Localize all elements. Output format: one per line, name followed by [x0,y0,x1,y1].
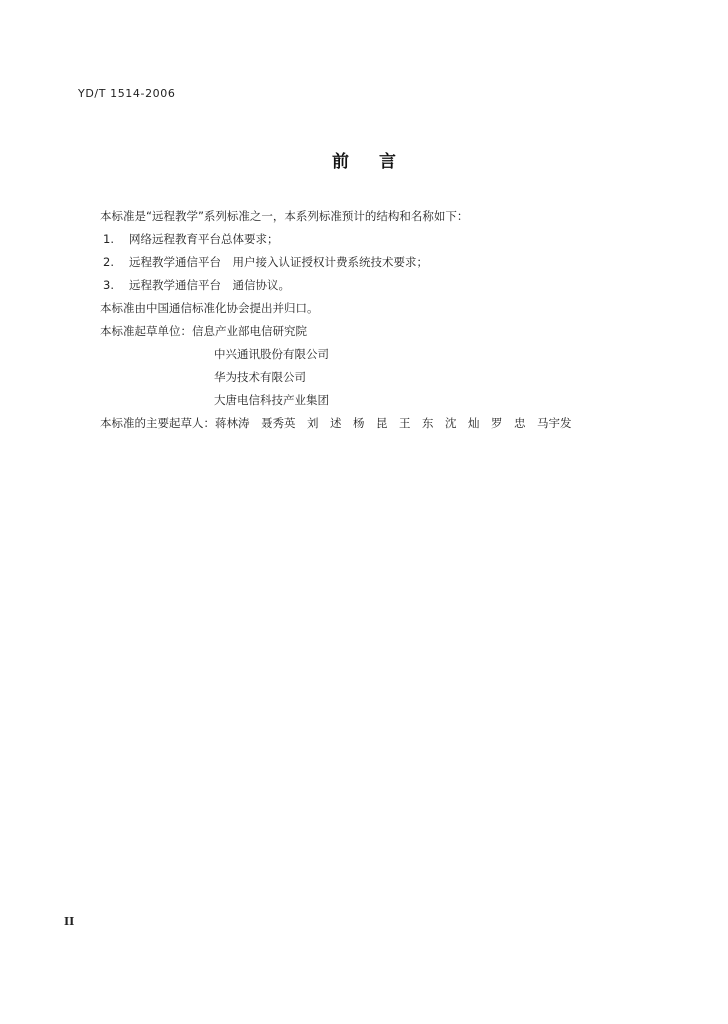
page-title [0,147,728,172]
list-number: 3. [103,278,114,292]
drafting-units-paragraph: 本标准起草单位：信息产业部电信研究院 [100,324,307,338]
list-number: 1. [103,232,114,246]
drafting-unit: 大唐电信科技产业集团 [214,393,329,407]
list-number: 2. [103,255,114,269]
page-number: II [64,915,75,928]
title-char-left: 前 [332,152,349,172]
intro-paragraph: 本标准是“远程教学”系列标准之一，本系列标准预计的结构和名称如下： [100,209,469,223]
proposer-paragraph: 本标准由中国通信标准化协会提出并归口。 [100,301,319,315]
body-text [100,205,660,435]
list-item [100,251,660,274]
document-code: YD/T 1514-2006 [78,87,176,100]
drafters-paragraph: 本标准的主要起草人：蒋林涛 聂秀英 刘 述 杨 昆 王 东 沈 灿 罗 忠 马宇发 [100,416,572,430]
list-text: 远程教学通信平台 用户接入认证授权计费系统技术要求； [129,255,428,269]
list-text: 远程教学通信平台 通信协议。 [129,278,290,292]
list-item [100,228,660,251]
list-text: 网络远程教育平台总体要求； [129,232,279,246]
drafting-unit: 华为技术有限公司 [214,370,306,384]
list-item [100,274,660,297]
title-char-right: 言 [379,152,396,172]
drafting-unit: 中兴通讯股份有限公司 [214,347,329,361]
